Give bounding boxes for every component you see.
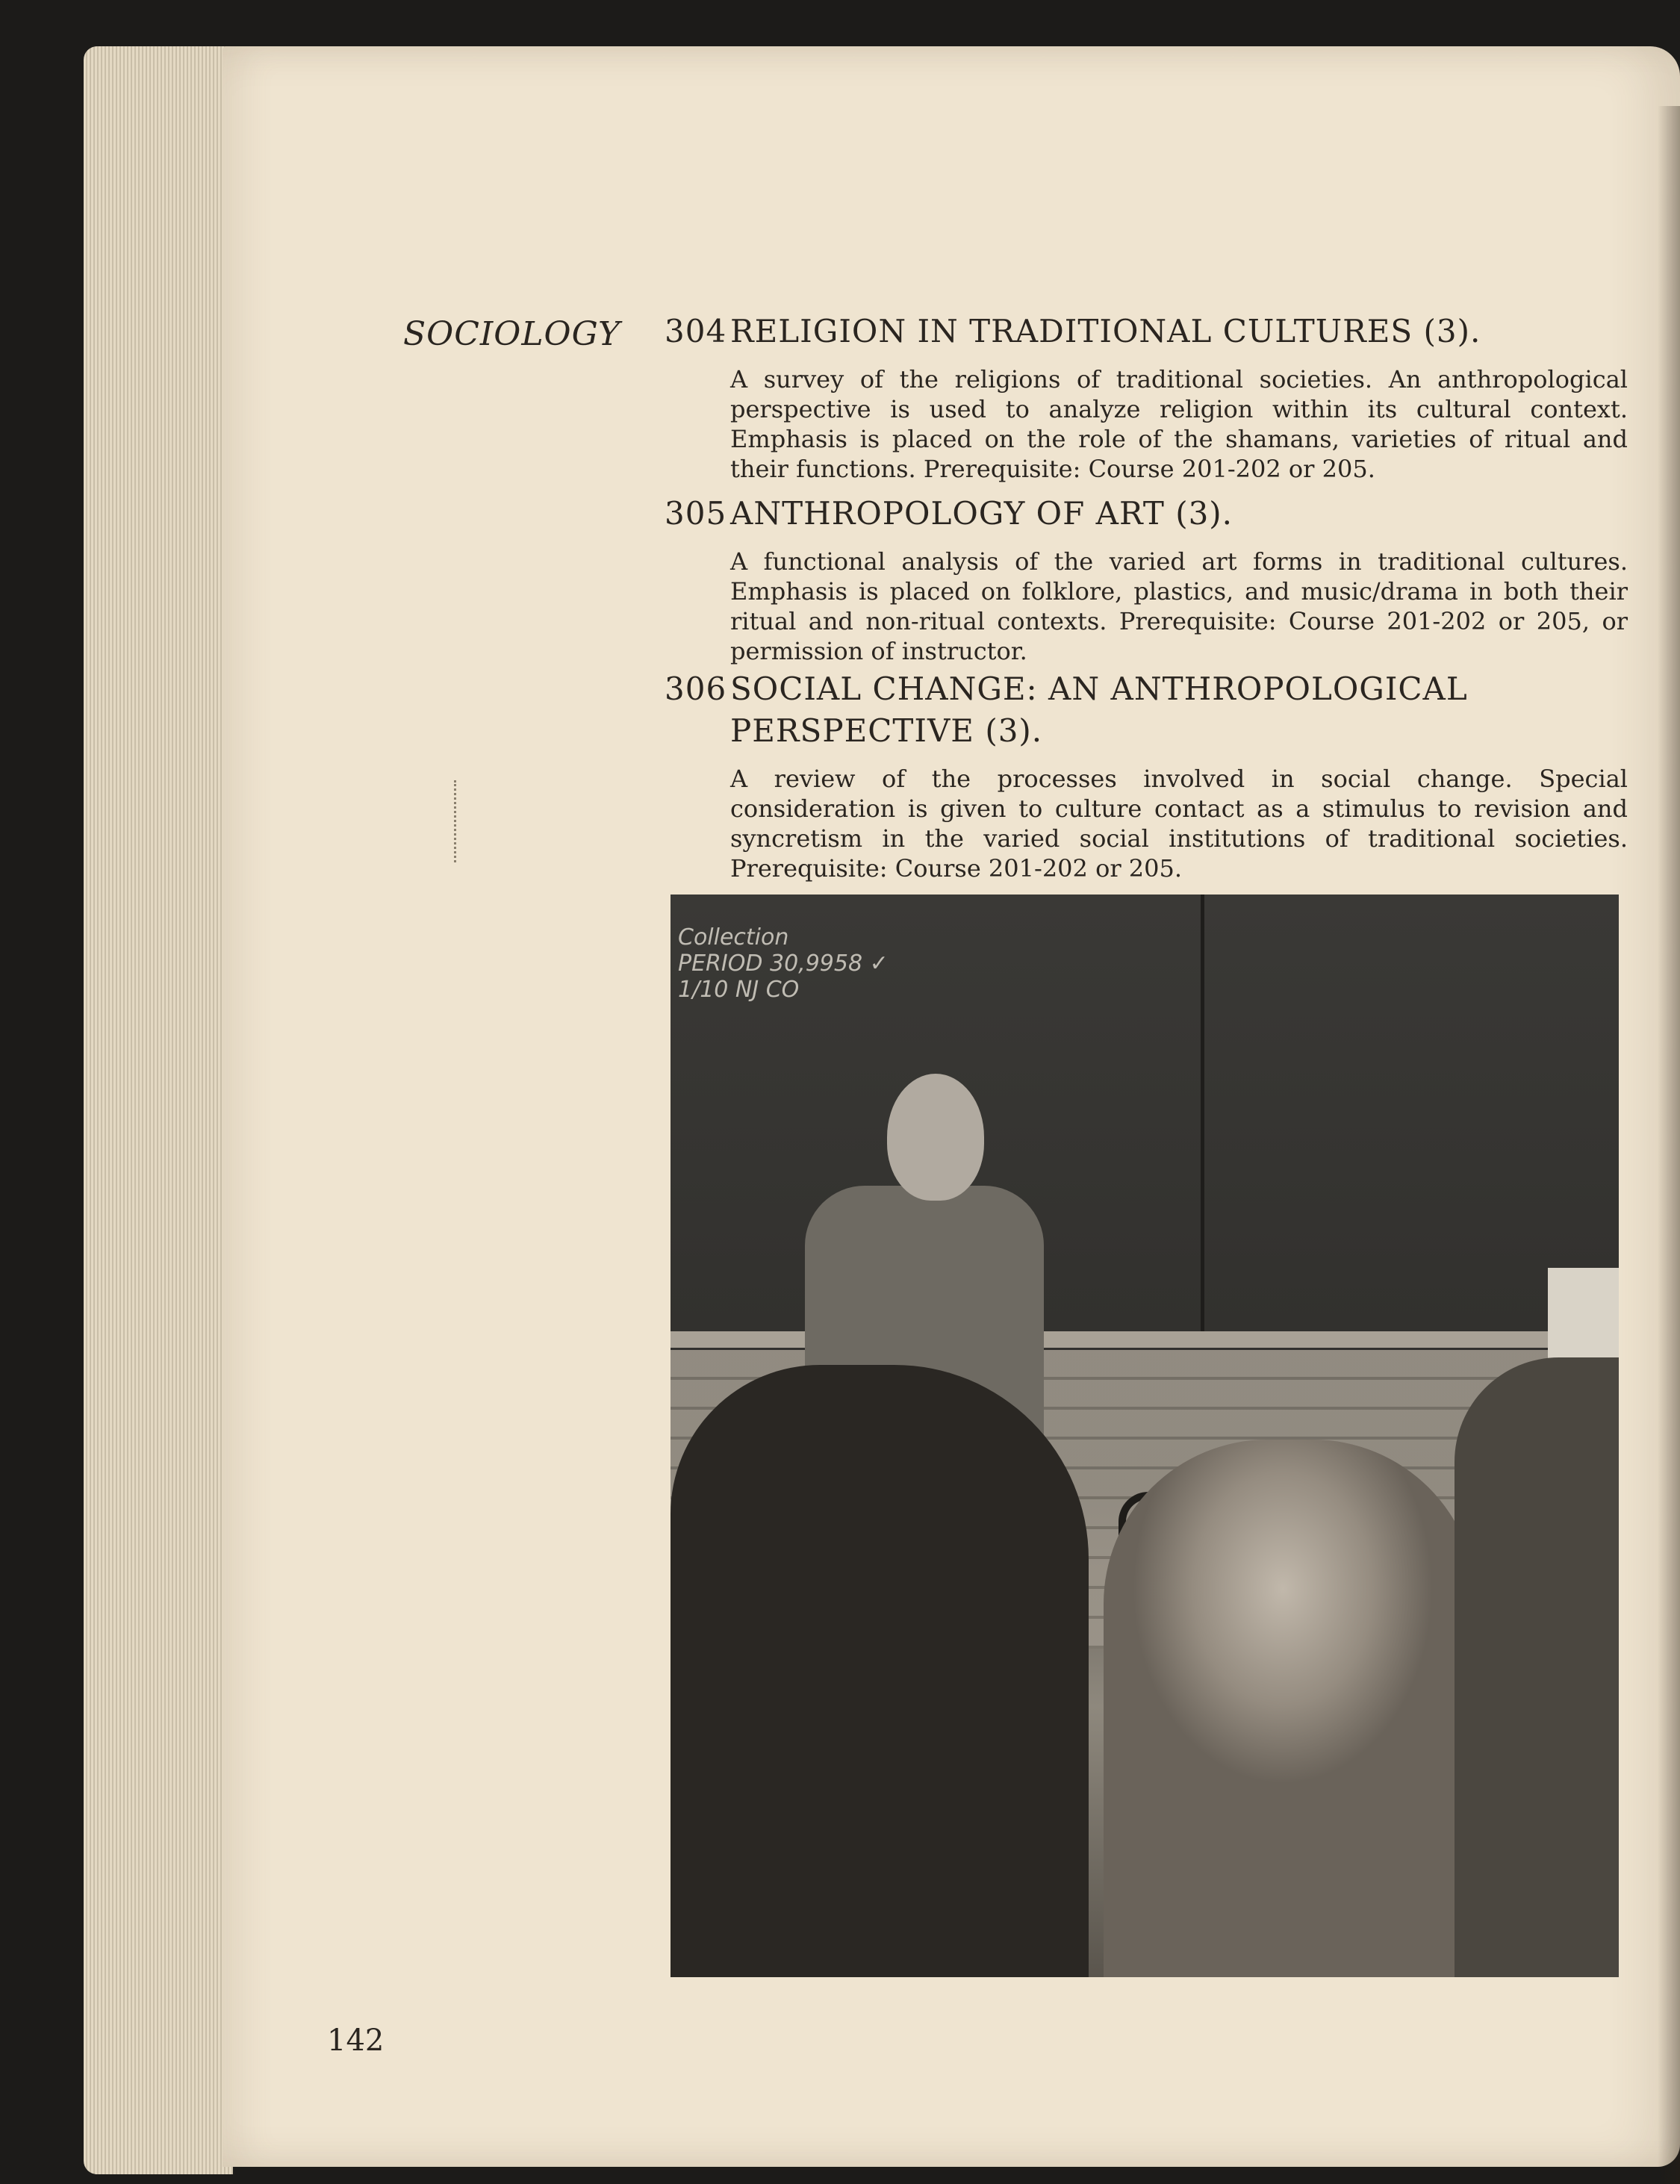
section-label: SOCIOLOGY [403,315,621,353]
page-edges [84,46,233,2174]
page-number: 142 [327,2023,385,2058]
chalkboard-divider [1201,895,1204,1343]
course-description: A review of the processes involved in social change. Special consideration is given to culture contact as a stimulus to revision and syncretism in the varied social institutions of traditional societies. Prerequisite: Course 201-202 or 205. [730,765,1628,883]
course-number: 306 [665,671,727,707]
lecturer-head [887,1074,984,1201]
student-silhouette [1104,1440,1477,1977]
classroom-photo [671,895,1619,1977]
page-shadow [1658,106,1680,2184]
course-heading [665,493,1628,535]
course-description: A functional analysis of the varied art forms in traditional cultures. Emphasis is placed on folklore, plastics, and music/drama in both their ritual and non-ritual contexts. Prerequisite: Course 201-202 or 205, or permission of instructor. [730,547,1628,665]
chalkboard-writing [678,924,977,1044]
course-number: 305 [665,495,727,532]
course-title: ANTHROPOLOGY OF ART (3). [730,495,1233,532]
chalk-line: 1/10 NJ CO [678,977,800,1003]
course-305 [665,493,1628,666]
course-304 [665,311,1628,484]
student-silhouette [1455,1357,1619,1977]
course-title: RELIGION IN TRADITIONAL CULTURES (3). [730,313,1481,349]
student-silhouette [671,1365,1089,1977]
course-306 [665,668,1628,883]
chalk-line: Collection [678,924,789,951]
margin-dots [454,780,459,862]
course-title: SOCIAL CHANGE: AN ANTHROPOLOGICAL PERSPECTIVE (3). [730,671,1468,749]
course-heading [665,311,1628,352]
course-description: A survey of the religions of traditional societies. An anthropological perspective is used to analyze religion within its cultural context. Emphasis is placed on the role of the shamans, varieties of ritual and their functions. Prerequisite: Course 201-202 or 205. [730,365,1628,483]
course-heading [665,668,1628,752]
chalk-line: PERIOD 30,9958 ✓ [678,951,889,977]
course-number: 304 [665,313,727,349]
